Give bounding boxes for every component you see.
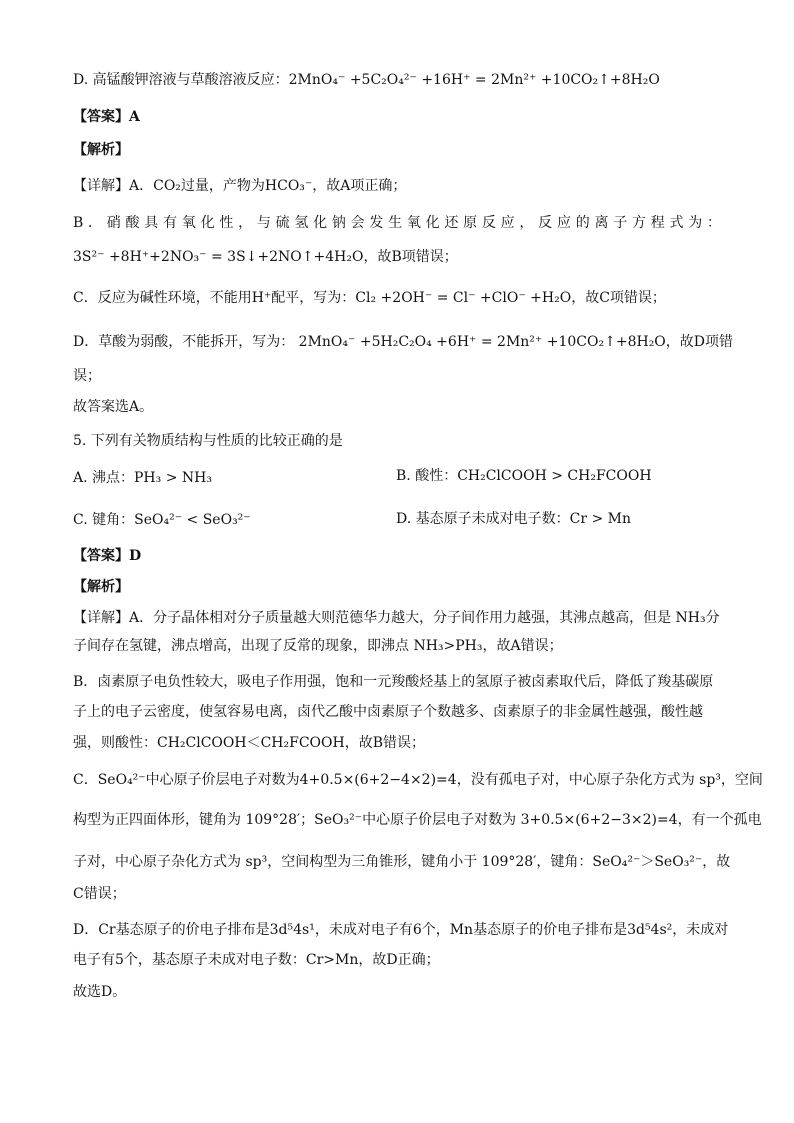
q5-detail-c-line3: 子对，中心原子杂化方式为 sp³，空间构型为三角锥形，键角小于 109°28′，键角：SeO₄²⁻＞SeO₃²⁻，故 (73, 854, 731, 870)
q5-option-b: B. 酸性：CH₂ClCOOH > CH₂FCOOH (396, 468, 652, 484)
q4-detail-b-line2: 3S²⁻ +8H⁺+2NO₃⁻ = 3S↓+2NO↑+4H₂O，故B项错误； (73, 249, 458, 265)
q5-stem: 5. 下列有关物质结构与性质的比较正确的是 (73, 433, 343, 449)
q5-option-a: A. 沸点：PH₃ > NH₃ (73, 470, 212, 486)
q5-option-c: C. 键角：SeO₄²⁻ < SeO₃²⁻ (73, 512, 251, 528)
q4-detail-c: C．反应为碱性环境，不能用H⁺配平，写为：Cl₂ +2OH⁻ = Cl⁻ +ClO⁻ +H₂O，故C项错误； (73, 290, 666, 306)
q4-detail-d-line2: 误； (73, 368, 101, 384)
q4-analysis-heading: 【解析】 (73, 142, 129, 158)
q4-answer: 【答案】A (73, 109, 140, 125)
q5-detail-c-line1: C．SeO₄²⁻中心原子价层电子对数为4+0.5×(6+2−4×2)=4，没有孤电子对，中心原子杂化方式为 sp³，空间 (73, 772, 763, 788)
q5-detail-a-line2: 子间存在氢键，沸点增高，出现了反常的现象，即沸点 NH₃>PH₃，故A错误； (73, 638, 563, 654)
q5-answer: 【答案】D (73, 548, 142, 564)
q4-option-d: D. 高锰酸钾溶液与草酸溶液反应：2MnO₄⁻ +5C₂O₄²⁻ +16H⁺ = 2Mn²⁺ +10CO₂↑+8H₂O (73, 72, 660, 88)
q5-detail-d-line1: D．Cr基态原子的价电子排布是3d⁵4s¹，未成对电子有6个，Mn基态原子的价电子排布是3d⁵4s²，未成对 (73, 922, 729, 938)
q4-detail-d-line1: D．草酸为弱酸，不能拆开，写为： 2MnO₄⁻ +5H₂C₂O₄ +6H⁺ = 2Mn²⁺ +10CO₂↑+8H₂O，故D项错 (73, 334, 734, 350)
q5-detail-a-line1: 【详解】A．分子晶体相对分子质量越大则范德华力越大，分子间作用力越强，其沸点越高，但是 NH₃分 (73, 610, 720, 626)
q5-conclusion: 故选D。 (73, 984, 127, 1000)
q5-detail-b-line3: 强，则酸性：CH₂ClCOOH＜CH₂FCOOH，故B错误； (73, 735, 426, 751)
q5-detail-b-line1: B．卤素原子电负性较大，吸电子作用强，饱和一元羧酸烃基上的氢原子被卤素取代后，降低了羧基碳原 (73, 674, 714, 690)
q4-conclusion: 故答案选A。 (73, 399, 154, 415)
q4-detail-b-line1: B．硝酸具有氧化性，与硫氢化钠会发生氧化还原反应，反应的离子方程式为： (73, 215, 721, 231)
q5-detail-c-line2: 构型为正四面体形，键角为 109°28′；SeO₃²⁻中心原子价层电子对数为 3+0.5×(6+2−3×2)=4，有一个孤电 (73, 812, 762, 828)
q5-detail-d-line2: 电子有5个，基态原子未成对电子数：Cr>Mn，故D正确； (73, 952, 440, 968)
q5-detail-b-line2: 子上的电子云密度，使氢容易电离，卤代乙酸中卤素原子个数越多、卤素原子的非金属性越强，酸性越 (73, 704, 703, 720)
q4-detail-a: 【详解】A．CO₂过量，产物为HCO₃⁻，故A项正确； (73, 178, 407, 194)
q5-detail-c-line4: C错误； (73, 886, 126, 902)
q5-option-d: D. 基态原子未成对电子数：Cr > Mn (396, 511, 632, 527)
q5-analysis-heading: 【解析】 (73, 579, 129, 595)
